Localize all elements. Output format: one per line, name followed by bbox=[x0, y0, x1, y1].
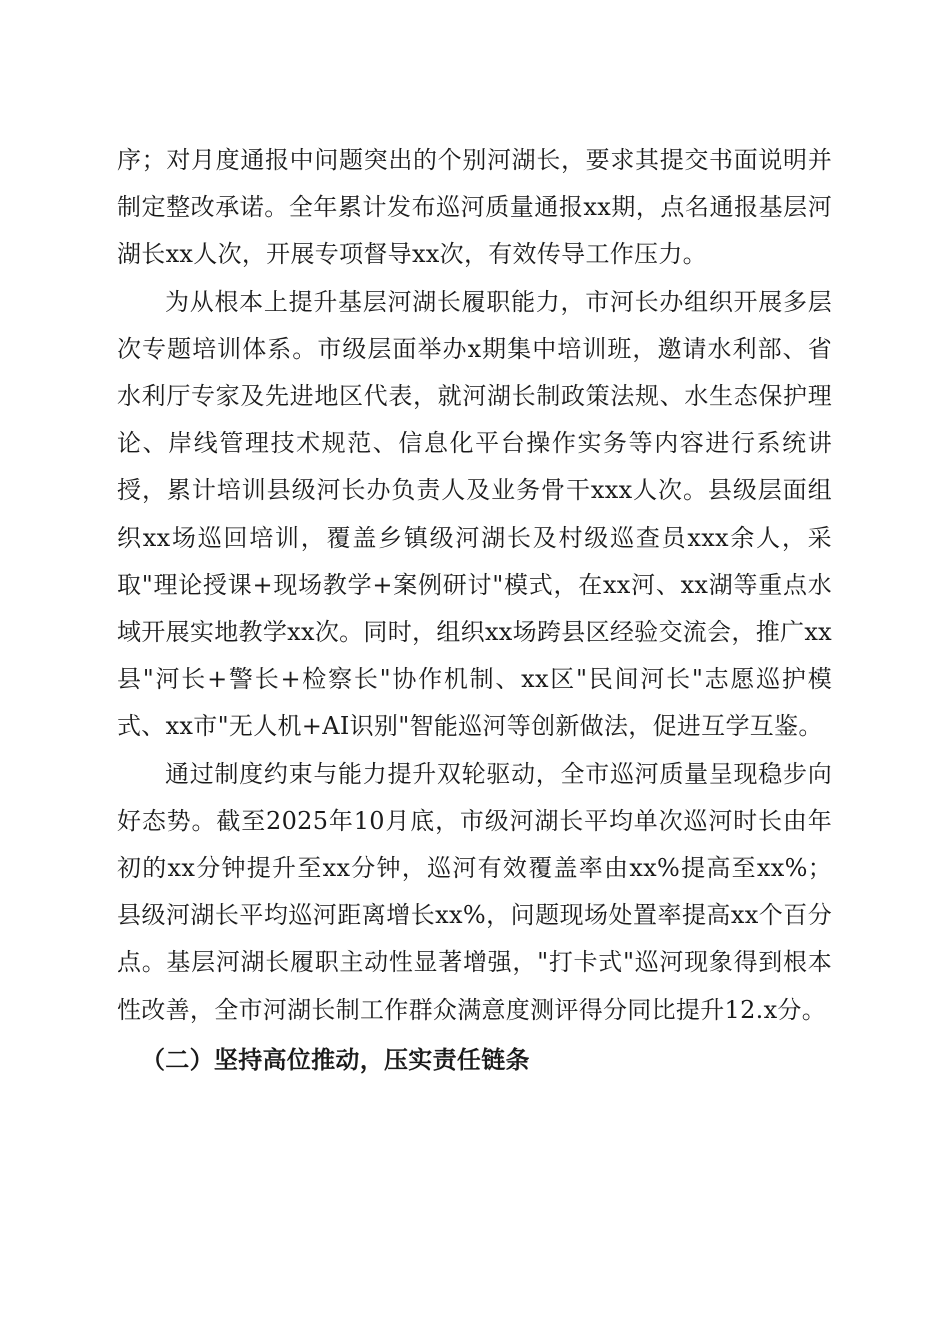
paragraph-results: 通过制度约束与能力提升双轮驱动，全市巡河质量呈现稳步向好态势。截至2025年10月底，市级河湖长平均单次巡河时长由年初的xx分钟提升至xx分钟，巡河有效覆盖率由xx%提高至xx%；县级河湖长平均巡河距离增长xx%，问题现场处置率提高xx个百分点。基层河湖长履职主动性显著增强，"打卡式"巡河现象得到根本性改善，全市河湖长制工作群众满意度测评得分同比提升12.x分。 bbox=[117, 759, 832, 1024]
paragraph-continuation: 序；对月度通报中问题突出的个别河湖长，要求其提交书面说明并制定整改承诺。全年累计发布巡河质量通报xx期，点名通报基层河湖长xx人次，开展专项督导xx次，有效传导工作压力。 bbox=[117, 146, 832, 269]
document-body bbox=[117, 137, 832, 1083]
section-heading: （二）坚持高位推动，压实责任链条 bbox=[141, 1044, 530, 1074]
paragraph-training: 为从根本上提升基层河湖长履职能力，市河长办组织开展多层次专题培训体系。市级层面举办x期集中培训班，邀请水利部、省水利厅专家及先进地区代表，就河湖长制政策法规、水生态保护理论、岸线管理技术规范、信息化平台操作实务等内容进行系统讲授，累计培训县级河长办负责人及业务骨干xxx人次。县级层面组织xx场巡回培训，覆盖乡镇级河湖长及村级巡查员xxx余人，采取"理论授课+现场教学+案例研讨"模式，在xx河、xx湖等重点水域开展实地教学xx次。同时，组织xx场跨县区经验交流会，推广xx县"河长+警长+检察长"协作机制、xx区"民间河长"志愿巡护模式、xx市"无人机+AI识别"智能巡河等创新做法，促进互学互鉴。 bbox=[117, 287, 832, 741]
